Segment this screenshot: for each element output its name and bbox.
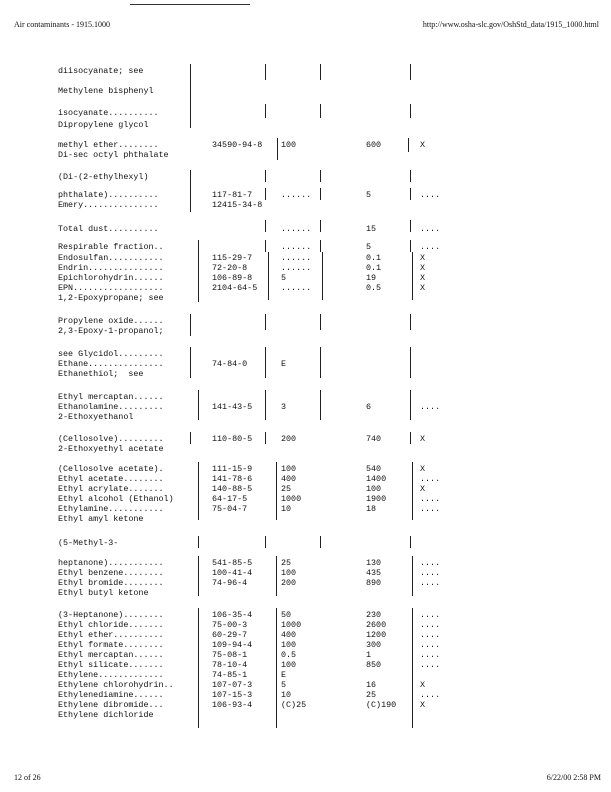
substance-name: Ethylenediamine...... — [58, 690, 164, 700]
table-row — [0, 316, 611, 326]
cas-number: 115-29-7 — [212, 253, 253, 263]
mg-m3-value: 1 — [366, 650, 372, 660]
table-row — [0, 630, 611, 640]
table-row — [0, 402, 611, 412]
skin-designation: .... — [420, 474, 441, 484]
ppm-value: ...... — [281, 190, 312, 200]
table-row — [0, 558, 611, 568]
ppm-value: 400 — [281, 474, 297, 484]
substance-name: (Di-(2-ethylhexyl) — [58, 172, 149, 182]
mg-m3-value: 0.1 — [366, 263, 382, 273]
skin-designation: X — [420, 283, 426, 293]
table-row — [0, 464, 611, 474]
substance-name: Propylene oxide...... — [58, 316, 164, 326]
table-row — [0, 640, 611, 650]
skin-designation: .... — [420, 650, 441, 660]
table-row — [0, 610, 611, 620]
mg-m3-value: 2600 — [366, 620, 387, 630]
substance-name: Di-sec octyl phthalate — [58, 150, 169, 160]
mg-m3-value: 19 — [366, 273, 377, 283]
substance-name: Ethanethiol; see — [58, 369, 144, 379]
cas-number: 34590-94-8 — [212, 140, 263, 150]
table-row — [0, 140, 611, 150]
table-row — [0, 172, 611, 182]
substance-name: Ethyl silicate....... — [58, 660, 164, 670]
skin-designation: X — [420, 140, 426, 150]
cas-number: 100-41-4 — [212, 568, 253, 578]
table-row — [0, 504, 611, 514]
ppm-value: 100 — [281, 640, 297, 650]
ppm-value: (C)25 — [281, 700, 307, 710]
table-row — [0, 369, 611, 379]
substance-name: Ethyl mercaptan...... — [58, 392, 164, 402]
table-row — [0, 412, 611, 422]
mg-m3-value: 18 — [366, 504, 377, 514]
skin-designation: .... — [420, 568, 441, 578]
ppm-value: 50 — [281, 610, 292, 620]
substance-name: Ethyl bromide........ — [58, 578, 164, 588]
mg-m3-value: 0.1 — [366, 253, 382, 263]
ppm-value: 5 — [281, 273, 287, 283]
substance-name: Respirable fraction.. — [58, 242, 164, 252]
table-row — [0, 700, 611, 710]
cas-number: 106-89-8 — [212, 273, 253, 283]
substance-name: Ethyl benzene........ — [58, 568, 164, 578]
skin-designation: .... — [420, 242, 441, 252]
cas-number: 117-81-7 — [212, 190, 253, 200]
ppm-value: ...... — [281, 283, 312, 293]
ppm-value: 0.5 — [281, 650, 297, 660]
substance-name: Ethylene dibromide... — [58, 700, 164, 710]
table-row — [0, 120, 611, 130]
skin-designation: .... — [420, 620, 441, 630]
substance-name: 1,2-Epoxypropane; see — [58, 293, 164, 303]
cas-number: 72-20-8 — [212, 263, 248, 273]
substance-name: methyl ether........ — [58, 140, 159, 150]
substance-name: Ethyl amyl ketone — [58, 514, 144, 524]
substance-name: Ethane............... — [58, 359, 164, 369]
table-row — [0, 263, 611, 273]
cas-number: 109-94-4 — [212, 640, 253, 650]
page-number: 12 of 26 — [14, 773, 41, 782]
substance-name: Endrin............... — [58, 263, 164, 273]
substance-name: Dipropylene glycol — [58, 120, 149, 130]
cas-number: 141-78-6 — [212, 474, 253, 484]
cas-number: 60-29-7 — [212, 630, 248, 640]
table-row — [0, 283, 611, 293]
substance-name: Ethylamine........... — [58, 504, 164, 514]
ppm-value: 3 — [281, 402, 287, 412]
ppm-value: ...... — [281, 253, 312, 263]
mg-m3-value: 435 — [366, 568, 382, 578]
skin-designation: X — [420, 273, 426, 283]
ppm-value: 400 — [281, 630, 297, 640]
ppm-value: ...... — [281, 224, 312, 234]
mg-m3-value: 890 — [366, 578, 382, 588]
table-row — [0, 273, 611, 283]
table-row — [0, 108, 611, 118]
mg-m3-value: 15 — [366, 224, 377, 234]
mg-m3-value: 100 — [366, 484, 382, 494]
ppm-value: 200 — [281, 578, 297, 588]
table-row — [0, 253, 611, 263]
substance-name: Ethylene............. — [58, 670, 164, 680]
ppm-value: 25 — [281, 484, 292, 494]
ppm-value: 100 — [281, 464, 297, 474]
ppm-value: 1000 — [281, 494, 302, 504]
mg-m3-value: 16 — [366, 680, 377, 690]
cas-number: 78-10-4 — [212, 660, 248, 670]
mg-m3-value: 25 — [366, 690, 377, 700]
skin-designation: .... — [420, 402, 441, 412]
table-row — [0, 359, 611, 369]
skin-designation: .... — [420, 494, 441, 504]
mg-m3-value: 540 — [366, 464, 382, 474]
table-row — [0, 242, 611, 252]
cas-number: 110-80-5 — [212, 434, 253, 444]
table-row — [0, 538, 611, 548]
skin-designation: .... — [420, 504, 441, 514]
cas-number: 74-85-1 — [212, 670, 248, 680]
ppm-value: E — [281, 359, 287, 369]
table-row — [0, 680, 611, 690]
ppm-value: ...... — [281, 242, 312, 252]
substance-name: Ethylene chlorohydrin.. — [58, 680, 174, 690]
skin-designation: .... — [420, 660, 441, 670]
substance-name: Ethyl mercaptan...... — [58, 650, 164, 660]
mg-m3-value: (C)190 — [366, 700, 397, 710]
ppm-value: E — [281, 670, 287, 680]
skin-designation: .... — [420, 640, 441, 650]
cas-number: 74-96-4 — [212, 578, 248, 588]
document-title: Air contaminants - 1915.1000 — [14, 20, 110, 29]
substance-name: EPN.................. — [58, 283, 164, 293]
cas-number: 107-15-3 — [212, 690, 253, 700]
table-row — [0, 514, 611, 524]
table-row — [0, 349, 611, 359]
table-row — [0, 474, 611, 484]
ppm-value: ...... — [281, 263, 312, 273]
skin-designation: X — [420, 253, 426, 263]
print-timestamp: 6/22/00 2:58 PM — [546, 773, 601, 782]
mg-m3-value: 1400 — [366, 474, 387, 484]
substance-name: (5-Methyl-3- — [58, 538, 119, 548]
mg-m3-value: 0.5 — [366, 283, 382, 293]
substance-name: Total dust.......... — [58, 224, 159, 234]
table-row — [0, 444, 611, 454]
substance-name: Epichlorohydrin...... — [58, 273, 164, 283]
substance-name: (3-Heptanone)........ — [58, 610, 164, 620]
skin-designation: .... — [420, 558, 441, 568]
cas-number: 75-00-3 — [212, 620, 248, 630]
substance-name: Emery............... — [58, 200, 159, 210]
table-row — [0, 620, 611, 630]
mg-m3-value: 1200 — [366, 630, 387, 640]
skin-designation: X — [420, 464, 426, 474]
ppm-value: 1000 — [281, 620, 302, 630]
table-row — [0, 660, 611, 670]
substance-name: (Cellosolve acetate). — [58, 464, 164, 474]
skin-designation: X — [420, 263, 426, 273]
cas-number: 74-84-0 — [212, 359, 248, 369]
skin-designation: .... — [420, 578, 441, 588]
skin-designation: .... — [420, 224, 441, 234]
cas-number: 64-17-5 — [212, 494, 248, 504]
table-row — [0, 150, 611, 160]
skin-designation: X — [420, 484, 426, 494]
table-row — [0, 690, 611, 700]
mg-m3-value: 850 — [366, 660, 382, 670]
cas-number: 12415-34-8 — [212, 200, 263, 210]
ppm-value: 10 — [281, 690, 292, 700]
mg-m3-value: 740 — [366, 434, 382, 444]
table-row — [0, 190, 611, 200]
table-row — [0, 484, 611, 494]
table-row — [0, 578, 611, 588]
cas-number: 141-43-5 — [212, 402, 253, 412]
table-row — [0, 434, 611, 444]
table-row — [0, 392, 611, 402]
substance-name: 2-Ethoxyethanol — [58, 412, 134, 422]
substance-name: 2,3-Epoxy-1-propanol; — [58, 326, 164, 336]
substance-name: Ethyl acrylate....... — [58, 484, 164, 494]
substance-name: Ethyl alcohol (Ethanol) — [58, 494, 174, 504]
cas-number: 111-15-9 — [212, 464, 253, 474]
table-row — [0, 710, 611, 720]
mg-m3-value: 600 — [366, 140, 382, 150]
skin-designation: X — [420, 434, 426, 444]
mg-m3-value: 6 — [366, 402, 372, 412]
ppm-value: 200 — [281, 434, 297, 444]
table-row — [0, 200, 611, 210]
mg-m3-value: 230 — [366, 610, 382, 620]
ppm-value: 100 — [281, 660, 297, 670]
substance-name: isocyanate.......... — [58, 108, 159, 118]
table-row — [0, 650, 611, 660]
substance-name: Ethylene dichloride — [58, 710, 154, 720]
ppm-value: 25 — [281, 558, 292, 568]
cas-number: 541-85-5 — [212, 558, 253, 568]
ppm-value: 5 — [281, 680, 287, 690]
substance-name: Ethyl formate........ — [58, 640, 164, 650]
ppm-value: 10 — [281, 504, 292, 514]
table-row — [0, 224, 611, 234]
substance-name: Ethyl acetate........ — [58, 474, 164, 484]
cas-number: 2104-64-5 — [212, 283, 258, 293]
skin-designation: .... — [420, 630, 441, 640]
substance-name: Methylene bisphenyl — [58, 86, 154, 96]
substance-name: Endosulfan........... — [58, 253, 164, 263]
document-url: http://www.osha-slc.gov/OshStd_data/1915_1000.html — [422, 20, 599, 29]
skin-designation: X — [420, 700, 426, 710]
ppm-value: 100 — [281, 140, 297, 150]
mg-m3-value: 5 — [366, 190, 372, 200]
cas-number: 106-35-4 — [212, 610, 253, 620]
mg-m3-value: 130 — [366, 558, 382, 568]
skin-designation: .... — [420, 690, 441, 700]
mg-m3-value: 1900 — [366, 494, 387, 504]
cas-number: 75-04-7 — [212, 504, 248, 514]
table-row — [0, 588, 611, 598]
substance-name: Ethyl butyl ketone — [58, 588, 149, 598]
table-row — [0, 326, 611, 336]
mg-m3-value: 5 — [366, 242, 372, 252]
substance-name: Ethanolamine......... — [58, 402, 164, 412]
table-row — [0, 66, 611, 76]
skin-designation: X — [420, 680, 426, 690]
table-row — [0, 86, 611, 96]
table-row — [0, 568, 611, 578]
skin-designation: .... — [420, 610, 441, 620]
cas-number: 106-93-4 — [212, 700, 253, 710]
ppm-value: 100 — [281, 568, 297, 578]
table-row — [0, 670, 611, 680]
table-row — [0, 494, 611, 504]
cas-number: 140-88-5 — [212, 484, 253, 494]
substance-name: heptanone)........... — [58, 558, 164, 568]
cas-number: 75-08-1 — [212, 650, 248, 660]
substance-name: phthalate).......... — [58, 190, 159, 200]
substance-name: diisocyanate; see — [58, 66, 144, 76]
skin-designation: .... — [420, 190, 441, 200]
substance-name: Ethyl chloride....... — [58, 620, 164, 630]
substance-name: (Cellosolve)......... — [58, 434, 164, 444]
substance-name: Ethyl ether.......... — [58, 630, 164, 640]
mg-m3-value: 300 — [366, 640, 382, 650]
substance-name: 2-Ethoxyethyl acetate — [58, 444, 164, 454]
cas-number: 107-07-3 — [212, 680, 253, 690]
table-row — [0, 293, 611, 303]
substance-name: see Glycidol......... — [58, 349, 164, 359]
